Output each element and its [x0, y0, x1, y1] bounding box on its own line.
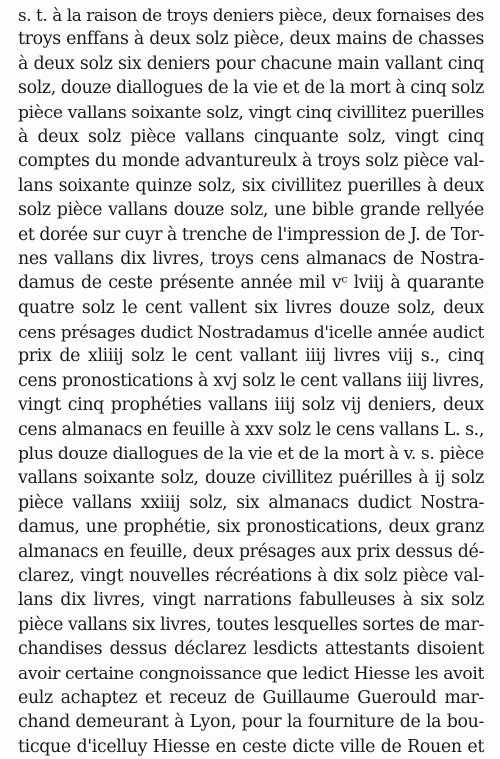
text-line: clarez, vingt nouvelles récréations à dix solz pièce val- — [18, 565, 484, 586]
text-line: pièce vallans xxiiij solz, six almanacs dudict Nostra- — [18, 492, 484, 513]
text-line: vingt cinq prophéties vallans iiij solz vij deniers, deux — [18, 395, 484, 416]
text-line: à deux solz six deniers pour chacune main vallant cinq — [18, 53, 484, 74]
text-line: cens pronostications à xvj solz le cent vallans iiij livres, — [18, 370, 484, 391]
text-line: eulz achaptez et receuz de Guillaume Guerould mar- — [18, 687, 484, 708]
text-line: lans soixante quinze solz, six civillitez puerilles à deux — [18, 175, 484, 196]
text-line: solz, douze diallogues de la vie et de la mort à cinq solz — [18, 78, 484, 99]
text-line: solz pièce vallans douze solz, une bible grande rellyée — [18, 200, 484, 221]
text-line: damus de ceste présente année mil vᶜ lviij à quarante — [18, 273, 484, 294]
text-line: prix de xliiij solz le cent vallant iiij livres viij s., cinq — [18, 346, 484, 367]
text-line: comptes du monde advantureulx à troys solz pièce val- — [18, 151, 484, 172]
text-line: lans dix livres, vingt narrations fabulleuses à six solz — [18, 590, 484, 611]
text-line: almanacs en feuille, deux présages aux prix dessus dé- — [18, 541, 484, 562]
text-line: troys enffans à deux solz pièce, deux mains de chasses — [18, 29, 484, 50]
text-line: à deux solz pièce vallans cinquante solz, vingt cinq — [18, 126, 484, 147]
text-line: s. t. à la raison de troys deniers pièce, deux fornaises des — [18, 5, 484, 25]
text-line: plus douze diallogues de la vie et de la mort à v. s. pièce — [18, 444, 484, 465]
text-line: pièce vallans soixante solz, vingt cinq civillitez puerilles — [18, 102, 484, 123]
text-line: avoir certaine congnoissance que ledict Hiesse les avoit — [18, 663, 484, 684]
body-text — [18, 3, 484, 759]
text-line: chand demeurant à Lyon, pour la fourniture de la bou- — [18, 712, 484, 733]
text-line: et dorée sur cuyr à trenche de l'impression de J. de Tor- — [18, 224, 484, 245]
text-line: ticque d'icelluy Hiesse en ceste dicte ville de Rouen et — [18, 736, 484, 757]
text-line: quatre solz le cent vallent six livres douze solz, deux — [18, 297, 484, 318]
text-line: pièce vallans six livres, toutes lesquelles sortes de mar- — [18, 614, 484, 635]
text-line: chandises dessus déclarez lesdicts attestants disoient — [18, 639, 484, 660]
text-line: nes vallans dix livres, troys cens almanacs de Nostra- — [18, 248, 484, 269]
text-line: vallans soixante solz, douze civillitez puérilles à ij solz — [18, 468, 484, 489]
text-line: cens almanacs en feuille à xxv solz le cens vallans L. s., — [18, 419, 484, 440]
text-line: cens présages dudict Nostradamus d'icelle année audict — [18, 322, 484, 343]
text-line: damus, une prophétie, six pronostications, deux granz — [18, 517, 484, 538]
